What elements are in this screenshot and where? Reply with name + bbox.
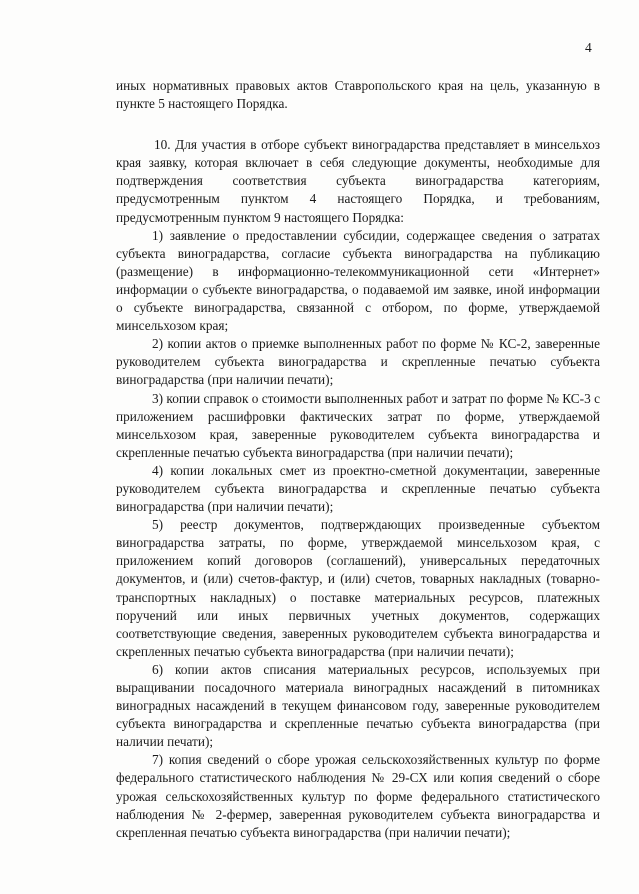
- document-body: [116, 77, 600, 842]
- paragraph-subitem-2: 2) копии актов о приемке выполненных работ по форме № КС-2, заверенные руководителем субъекта виноградарства и скрепленные печатью субъекта виноградарства (при наличии печати);: [116, 336, 600, 388]
- page-number: 4: [585, 40, 592, 55]
- paragraph-subitem-1: 1) заявление о предоставлении субсидии, содержащее сведения о затратах субъекта виноградарства, согласие субъекта виноградарства на публикацию (размещение) в информационно-телекоммуникационной сети «Интернет» информации о субъекте виноградарства, о подаваемой им заявке, иной информации о субъекте виноградарства, связанной с отбором, по форме, утверждаемой минсельхозом края;: [116, 227, 600, 334]
- paragraph-subitem-4: 4) копии локальных смет из проектно-сметной документации, заверенные руководителем субъекта виноградарства и скрепленные печатью субъекта виноградарства (при наличии печати);: [116, 462, 600, 515]
- paragraph-item-10: 10. Для участия в отборе субъект виноградарства представляет в минсельхоз края заявку, которая включает в себя следующие документы, необходимые для подтверждения соответствия субъекта виноградарства категориям, предусмотренным пунктом 4 настоящего Порядка, и требованиям, предусмотренным пунктом 9 настоящего Порядка:: [116, 137, 600, 225]
- paragraph-subitem-3: 3) копии справок о стоимости выполненных работ и затрат по форме № КС-3 с приложением расшифровки фактических затрат по форме, утверждаемой минсельхозом края, заверенные руководителем субъекта виноградарства и скрепленные печатью субъекта виноградарства (при наличии печати);: [116, 390, 600, 460]
- paragraph-subitem-7: 7) копия сведений о сборе урожая сельскохозяйственных культур по форме федерального статистического наблюдения № 29-СХ или копия сведений о сборе урожая сельскохозяйственных культур по форме федерального статистического наблюдения № 2-фермер, заверенная руководителем субъекта виноградарства и скрепленная печатью субъекта виноградарства (при наличии печати);: [116, 752, 600, 840]
- paragraph-continuation: иных нормативных правовых актов Ставропольского края на цель, указанную в пункте 5 настоящего Порядка.: [116, 78, 600, 112]
- paragraph-subitem-5: 5) реестр документов, подтверждающих произведенные субъектом виноградарства затраты, по форме, утверждаемой минсельхозом края, с приложением копий договоров (соглашений), универсальных передаточных документов, и (или) счетов-фактур, и (или) счетов, товарных накладных (товарно-транспортных накладных) о поставке материальных ресурсов, платежных поручений или иных первичных учетных документов, содержащих соответствующие сведения, заверенных руководителем субъекта виноградарства и скрепленных печатью субъекта виноградарства (при наличии печати);: [116, 517, 600, 659]
- paragraph-subitem-6: 6) копии актов списания материальных ресурсов, используемых при выращивании посадочного материала виноградных насаждений в питомниках виноградных насаждений в текущем финансовом году, заверенные руководителем субъекта виноградарства и скрепленные печатью субъекта виноградарства (при наличии печати);: [116, 661, 600, 750]
